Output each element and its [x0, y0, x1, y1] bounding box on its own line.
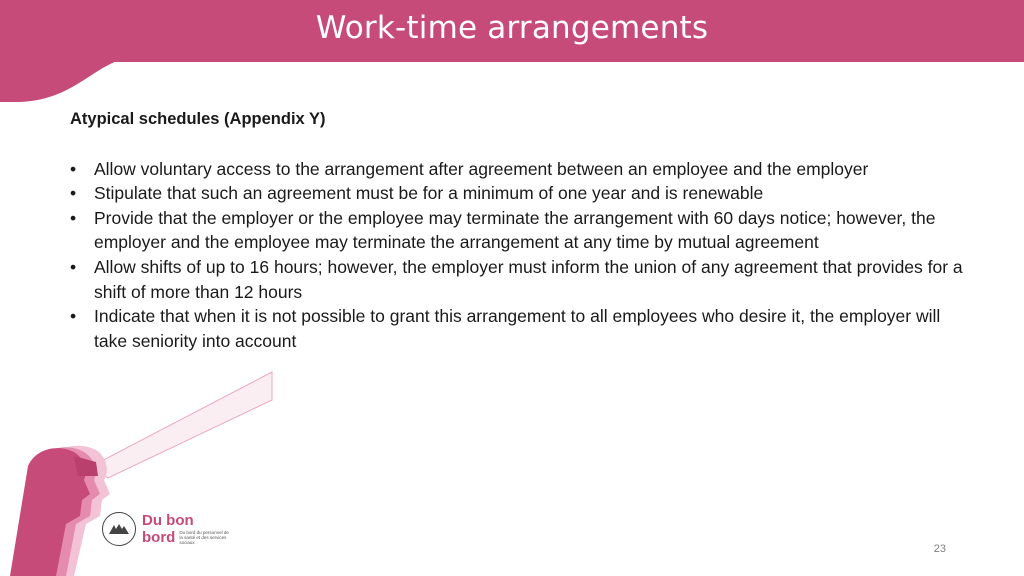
list-item — [70, 304, 970, 353]
bullet-icon: • — [70, 207, 77, 228]
list-item — [70, 206, 970, 255]
list-item-text: Allow voluntary access to the arrangement after agreement between an employee and the employer — [94, 158, 869, 179]
logo-emblem-icon — [102, 512, 136, 546]
bullet-icon: • — [70, 256, 77, 277]
page-number: 23 — [933, 543, 946, 555]
logo-title-second-line: bord — [142, 529, 176, 546]
list-item — [70, 157, 970, 182]
list-item-text: Stipulate that such an agreement must be for a minimum of one year and is renewable — [94, 183, 764, 204]
list-item-text: Allow shifts of up to 16 hours; however, the employer must inform the union of any agreement that provides for a shift of more than 12 hours — [94, 256, 963, 302]
section-heading: Atypical schedules (Appendix Y) — [70, 110, 326, 128]
slide-content — [70, 107, 970, 353]
bullet-icon: • — [70, 306, 77, 327]
logo-title: Du bon — [142, 512, 194, 529]
list-item-text: Indicate that when it is not possible to grant this arrangement to all employees who desire it, the employer will take seniority into account — [94, 306, 941, 351]
megaphone-beam — [92, 372, 272, 478]
list-item-text: Provide that the employer or the employee may terminate the arrangement with 60 days notice; however, the employer and the employee may terminate the arrangement at any time by mutual agreement — [94, 207, 936, 253]
page-title: Work-time arrangements — [315, 10, 709, 46]
logo-tagline: Du bord du personnel de la santé et des services sociaux — [179, 530, 229, 545]
bullet-icon: • — [70, 183, 77, 204]
organization-logo — [102, 512, 231, 546]
list-item — [70, 255, 970, 304]
bullet-icon: • — [70, 158, 77, 179]
bullet-list — [70, 157, 970, 354]
list-item — [70, 181, 970, 206]
